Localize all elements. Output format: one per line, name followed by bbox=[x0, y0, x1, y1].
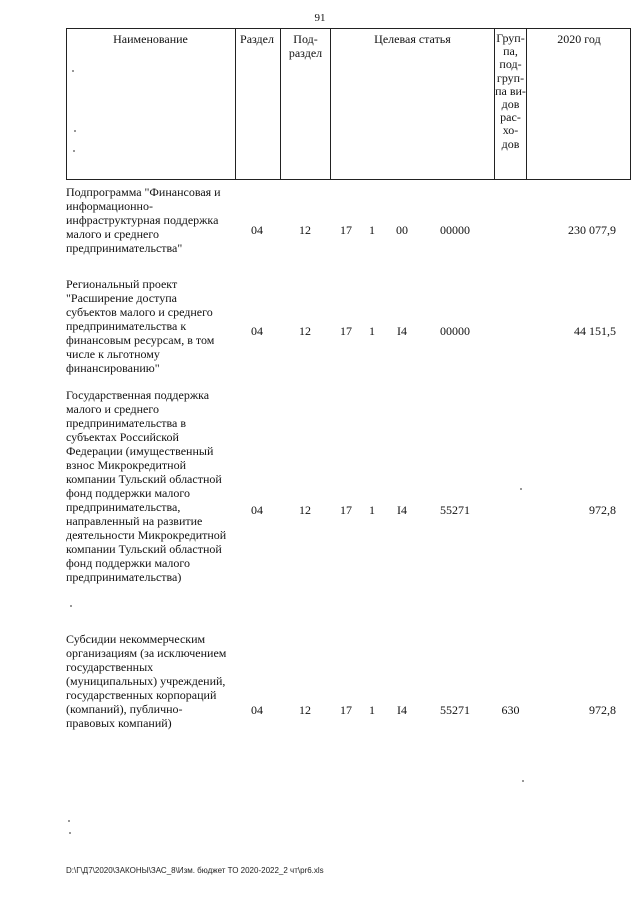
row-target-event: I4 bbox=[397, 324, 407, 338]
row-subsection: 12 bbox=[299, 324, 311, 338]
row-subsection: 12 bbox=[299, 703, 311, 717]
row-section: 04 bbox=[251, 503, 263, 517]
row-amount: 230 077,9 bbox=[568, 223, 616, 237]
row-name-line: деятельности Микрокредитной bbox=[66, 528, 227, 542]
header-target-article: Целевая статья bbox=[374, 32, 451, 46]
column-divider bbox=[235, 28, 236, 180]
row-name-line: организациям (за исключением bbox=[66, 646, 227, 660]
row-subsection: 12 bbox=[299, 503, 311, 517]
row-target-program: 17 bbox=[340, 223, 352, 237]
scan-speck bbox=[73, 150, 75, 152]
row-group: 630 bbox=[501, 703, 520, 717]
row-target-program: 17 bbox=[340, 503, 352, 517]
row-target-subprogram: 1 bbox=[369, 703, 375, 717]
scan-speck bbox=[522, 780, 524, 782]
row-name-line: предпринимательства) bbox=[66, 570, 182, 584]
row-name-line: малого и среднего bbox=[66, 227, 159, 241]
row-name-line: предпринимательства, bbox=[66, 500, 181, 514]
header-year: 2020 год bbox=[557, 32, 601, 46]
row-name-line: Подпрограмма "Финансовая и bbox=[66, 185, 221, 199]
row-target-subprogram: 1 bbox=[369, 324, 375, 338]
row-name-line: правовых компаний) bbox=[66, 716, 172, 730]
row-name-line: фонд поддержки малого bbox=[66, 486, 191, 500]
row-name-line: предпринимательства" bbox=[66, 241, 183, 255]
row-name-line: взнос Микрокредитной bbox=[66, 458, 186, 472]
row-name-line: малого и среднего bbox=[66, 402, 159, 416]
header-group-line: под- bbox=[499, 57, 522, 72]
header-subsection bbox=[281, 32, 330, 60]
row-subsection: 12 bbox=[299, 223, 311, 237]
row-target-event: I4 bbox=[397, 503, 407, 517]
row-name bbox=[66, 277, 236, 375]
row-target-subprogram: 1 bbox=[369, 223, 375, 237]
row-name-line: предпринимательства к bbox=[66, 319, 187, 333]
scan-speck bbox=[72, 70, 74, 72]
row-amount: 44 151,5 bbox=[574, 324, 616, 338]
row-name-line: финансовым ресурсам, в том bbox=[66, 333, 215, 347]
row-target-direction: 00000 bbox=[440, 223, 470, 237]
header-section: Раздел bbox=[240, 32, 274, 46]
row-name-line: Государственная поддержка bbox=[66, 388, 210, 402]
column-divider bbox=[526, 28, 527, 180]
row-amount: 972,8 bbox=[589, 503, 616, 517]
scan-speck bbox=[70, 605, 72, 607]
row-name-line: государственных корпораций bbox=[66, 688, 217, 702]
row-target-event: I4 bbox=[397, 703, 407, 717]
row-name-line: инфраструктурная поддержка bbox=[66, 213, 219, 227]
footer-file-path: D:\Г\Д7\2020\ЗАКОНЫ\ЗАС_8\Изм. бюджет ТО 2020-2022_2 чт\pr6.xls bbox=[66, 866, 324, 875]
row-name bbox=[66, 185, 236, 255]
header-group-line: рас- bbox=[500, 110, 521, 125]
header-group bbox=[495, 32, 526, 151]
row-target-event: 00 bbox=[396, 223, 408, 237]
header-group-line: дов bbox=[501, 136, 520, 151]
row-target-program: 17 bbox=[340, 324, 352, 338]
row-name-line: субъектов малого и среднего bbox=[66, 305, 213, 319]
header-group-line: дов bbox=[501, 97, 520, 112]
row-target-direction: 55271 bbox=[440, 503, 470, 517]
row-name-line: компании Тульский областной bbox=[66, 472, 222, 486]
header-group-line: хо- bbox=[502, 123, 519, 138]
header-subsection-line: раздел bbox=[288, 46, 323, 60]
row-target-direction: 55271 bbox=[440, 703, 470, 717]
row-name-line: (компаний), публично- bbox=[66, 702, 183, 716]
row-name-line: финансированию" bbox=[66, 361, 160, 375]
row-name-line: числе к льготному bbox=[66, 347, 160, 361]
table-header bbox=[66, 28, 631, 180]
row-name-line: предпринимательства в bbox=[66, 416, 187, 430]
row-name-line: государственных bbox=[66, 660, 154, 674]
row-name-line: фонд поддержки малого bbox=[66, 556, 191, 570]
row-name bbox=[66, 388, 236, 584]
header-group-line: груп- bbox=[496, 70, 525, 85]
row-name-line: направленный на развитие bbox=[66, 514, 203, 528]
scan-speck bbox=[69, 832, 71, 834]
header-subsection-line: Под- bbox=[293, 32, 318, 46]
row-name bbox=[66, 632, 236, 730]
header-name: Наименование bbox=[113, 32, 188, 46]
row-name-line: Региональный проект bbox=[66, 277, 178, 291]
row-section: 04 bbox=[251, 703, 263, 717]
row-target-direction: 00000 bbox=[440, 324, 470, 338]
row-section: 04 bbox=[251, 223, 263, 237]
column-divider bbox=[330, 28, 331, 180]
row-section: 04 bbox=[251, 324, 263, 338]
scan-speck bbox=[520, 488, 522, 490]
row-name-line: информационно- bbox=[66, 199, 153, 213]
scan-speck bbox=[74, 130, 76, 132]
row-name-line: Федерации (имущественный bbox=[66, 444, 214, 458]
header-group-line: па ви- bbox=[495, 83, 526, 98]
row-name-line: субъектах Российской bbox=[66, 430, 179, 444]
row-name-line: Субсидии некоммерческим bbox=[66, 632, 206, 646]
scan-speck bbox=[68, 820, 70, 822]
row-name-line: (муниципальных) учреждений, bbox=[66, 674, 226, 688]
row-name-line: компании Тульский областной bbox=[66, 542, 222, 556]
row-name-line: "Расширение доступа bbox=[66, 291, 177, 305]
page-number: 91 bbox=[314, 12, 326, 24]
header-group-line: па, bbox=[503, 44, 518, 59]
row-target-program: 17 bbox=[340, 703, 352, 717]
row-target-subprogram: 1 bbox=[369, 503, 375, 517]
row-amount: 972,8 bbox=[589, 703, 616, 717]
header-group-line: Груп- bbox=[496, 31, 525, 45]
